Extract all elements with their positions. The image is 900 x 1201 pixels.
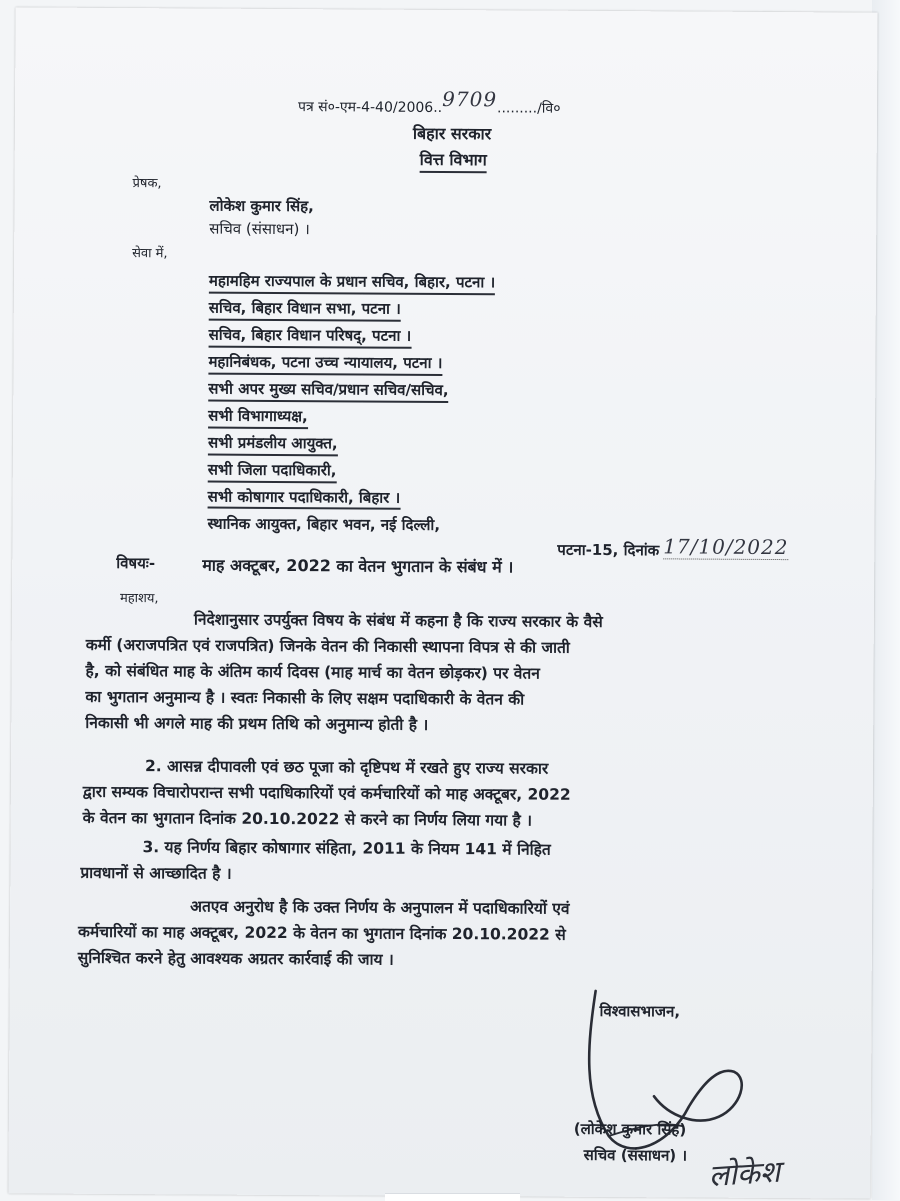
sender-name: लोकेश कुमार सिंह,: [209, 196, 314, 216]
paragraph-line: 3. यह निर्णय बिहार कोषागार संहिता, 2011 के नियम 141 में निहित: [142, 838, 551, 859]
closing: विश्वासभाजन,: [599, 1001, 681, 1021]
place-date-line: [557, 536, 788, 561]
paragraph-line: के वेतन का भुगतान दिनांक 20.10.2022 से करने का निर्णय लिया गया है ।: [82, 808, 533, 830]
recipient-item: सभी विभागाध्यक्ष,: [208, 406, 308, 430]
paragraph-line: द्वारा सम्यक विचारोपरान्त सभी पदाधिकारियों एवं कर्मचारियों को माह अक्टूबर, 2022: [82, 782, 571, 804]
paragraph-line: अतएव अनुरोध है कि उक्त निर्णय के अनुपालन में पदाधिकारियों एवं: [190, 897, 570, 918]
signatory-title: सचिव (संसाधन) ।: [583, 1145, 688, 1165]
sender-title: सचिव (संसाधन) ।: [209, 219, 310, 239]
paragraph-1: [85, 606, 816, 740]
government-heading: बिहार सरकार: [412, 123, 492, 144]
paragraph-2: [83, 753, 818, 835]
letter-page: [8, 7, 877, 1198]
recipient-item: स्थानिक आयुक्त, बिहार भवन, नई दिल्ली,: [207, 514, 441, 534]
department-heading: वित्त विभाग: [420, 148, 487, 173]
subject-text: माह अक्टूबर, 2022 का वेतन भुगतान के संबंध में ।: [202, 555, 514, 577]
recipient-item: सचिव, बिहार विधान परिषद्, पटना ।: [209, 325, 412, 349]
paragraph-4: [78, 893, 818, 976]
place-date-label: पटना-15, दिनांक: [557, 540, 660, 560]
signatory-name: (लोकेश कुमार सिंह): [573, 1119, 687, 1139]
reference-line: पत्र सं०-एम-4-40/2006..9709........./वि०: [297, 86, 561, 117]
paragraph-3: [80, 834, 820, 891]
paragraph-line: का भुगतान अनुमान्य है । स्वतः निकासी के लिए सक्षम पदाधिकारी के वेतन की: [85, 687, 525, 709]
subject-label: विषयः-: [116, 554, 156, 573]
to-label: सेवा में,: [132, 246, 168, 262]
from-label: प्रेषक,: [132, 176, 162, 192]
recipient-item: सभी कोषागार पदाधिकारी, बिहार ।: [208, 487, 401, 508]
recipient-item: सभी अपर मुख्य सचिव/प्रधान सचिव/सचिव,: [208, 379, 448, 403]
recipient-item: सभी जिला पदाधिकारी,: [208, 460, 337, 484]
reference-number-handwritten: 9709: [442, 86, 498, 112]
recipient-item: सचिव, बिहार विधान सभा, पटना ।: [209, 298, 401, 322]
reference-suffix: /वि०: [537, 100, 561, 117]
paragraph-line: कर्मचारियों का माह अक्टूबर, 2022 के वेतन का भुगतान दिनांक 20.10.2022 से: [77, 922, 566, 944]
paragraph-line: सुनिश्चित करने हेतु आवश्यक अग्रतर कार्रवाई की जाय ।: [77, 948, 394, 969]
recipient-item: सभी प्रमंडलीय आयुक्त,: [208, 433, 338, 457]
paragraph-line: निकासी भी अगले माह की प्रथम तिथि को अनुमान्य होती है ।: [85, 713, 429, 734]
paragraph-line: निदेशानुसार उपर्युक्त विषय के संबंध में कहना है कि राज्य सरकार के वैसे: [193, 610, 603, 631]
recipient-item: महानिबंधक, पटना उच्च न्यायालय, पटना ।: [208, 352, 442, 376]
paragraph-line: है, को संबंधित माह के अंतिम कार्य दिवस (माह मार्च का वेतन छोड़कर) पर वेतन: [85, 661, 540, 683]
paragraph-line: 2. आसन्न दीपावली एवं छठ पूजा को दृष्टिपथ में रखते हुए राज्य सरकार: [144, 757, 549, 778]
paragraph-line: कर्मी (अराजपत्रित एवं राजपत्रित) जिनके वेतन की निकासी स्थापना विपत्र से की जाती: [85, 635, 570, 657]
salutation: महाशय,: [119, 591, 159, 607]
reference-prefix: पत्र सं०-एम-4-40/2006..: [297, 99, 443, 116]
initials-handwritten: लोकेश: [707, 1154, 782, 1195]
recipient-item: महामहिम राज्यपाल के प्रधान सचिव, बिहार, पटना ।: [209, 271, 495, 296]
date-handwritten: 17/10/2022: [663, 534, 789, 560]
paragraph-line: प्रावधानों से आच्छादित है ।: [80, 863, 232, 883]
